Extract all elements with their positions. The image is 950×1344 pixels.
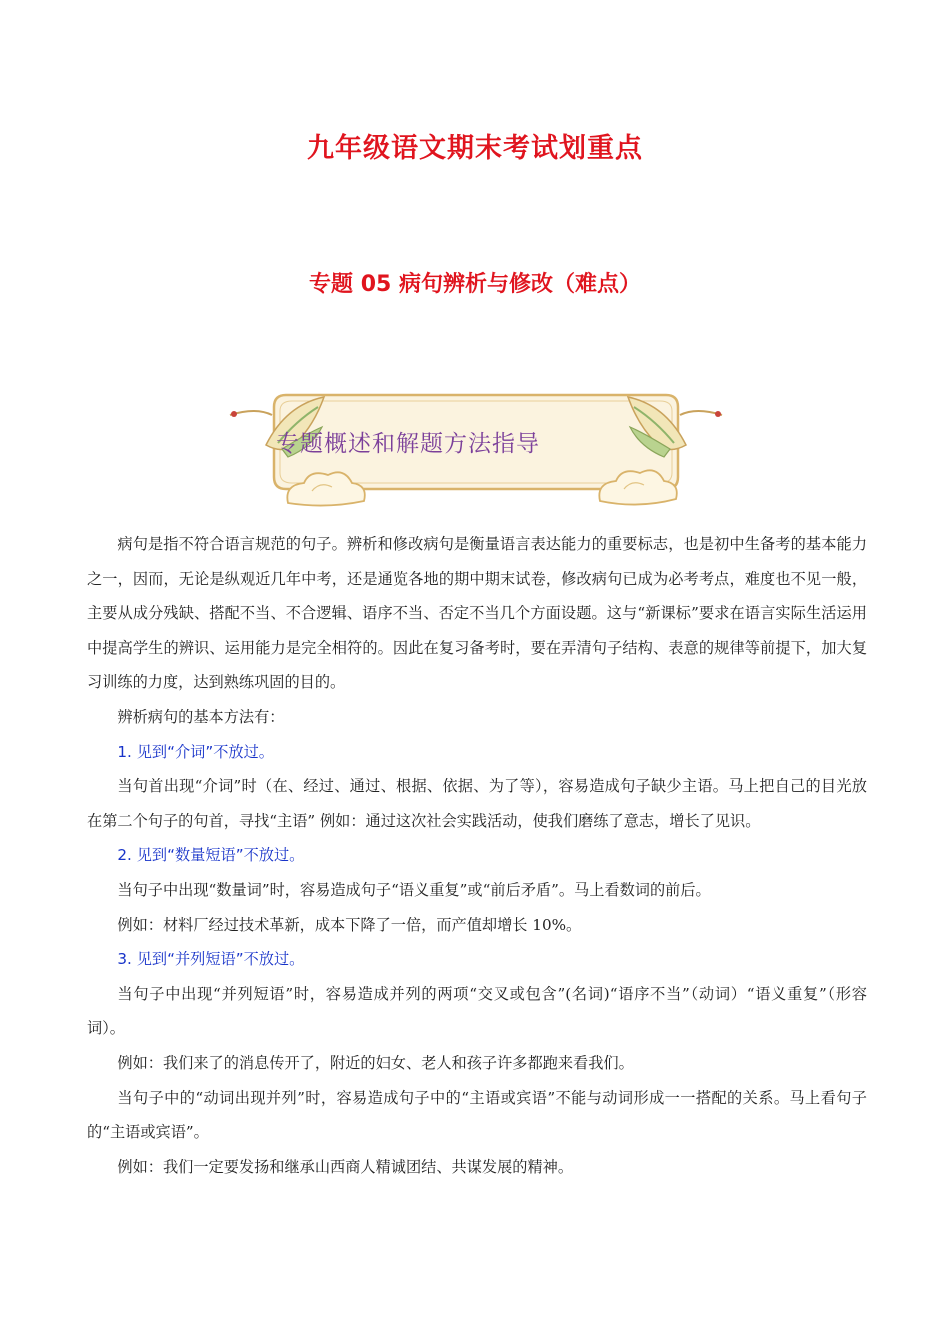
document-title: 九年级语文期末考试划重点 [307, 133, 643, 164]
method-example-2: 例如：材料厂经过技术革新，成本下降了一倍，而产值却增长 10%。 [117, 915, 582, 934]
intro-paragraph: 病句是指不符合语言规范的句子。辨析和修改病句是衡量语言表达能力的重要标志，也是初中生备考的基本能力之一，因而，无论是纵观近几年中考，还是通览各地的期中期末试卷，修改病句已成为必考考点，难度也不见一般，主要从成分残缺、搭配不当、不合逻辑、语序不当、否定不当几个方面设题。这与“新课标”要求在语言实际生活运用中提高学生的辨识、运用能力是完全相符的。因此在复习备考时，要在弄清句子结构、表意的规律等前提下，加大复习训练的力度，达到熟练巩固的目的。 [87, 535, 867, 692]
method-heading-2: 2. 见到“数量短语”不放过。 [117, 846, 305, 865]
method-heading-1: 1. 见到“介词”不放过。 [117, 742, 274, 761]
method-example-3: 例如：我们来了的消息传开了，附近的妇女、老人和孩子许多都跑来看我们。 [117, 1053, 634, 1072]
methods-intro: 辨析病句的基本方法有： [117, 707, 285, 726]
main-content [87, 527, 867, 1184]
method-example-4: 例如：我们一定要发扬和继承山西商人精诚团结、共谋发展的精神。 [117, 1157, 574, 1176]
method-paragraph-3: 当句子中出现“并列短语”时，容易造成并列的两项“交叉或包含”(名词)“语序不当”（动词）“语义重复”（形容词）。 [87, 984, 867, 1038]
method-paragraph-2: 当句子中出现“数量词”时，容易造成句子“语义重复”或“前后矛盾”。马上看数词的前后。 [117, 880, 711, 899]
banner-title: 专题概述和解题方法指导 [276, 431, 540, 457]
method-paragraph-1: 当句首出现“介词”时（在、经过、通过、根据、依据、为了等），容易造成句子缺少主语。马上把自己的目光放在第二个句子的句首，寻找“主语” 例如：通过这次社会实践活动，使我们磨练了意志，增长了见识。 [87, 777, 867, 830]
section-banner [226, 385, 726, 517]
method-heading-3: 3. 见到“并列短语”不放过。 [117, 950, 305, 969]
topic-title: 专题 05 病句辨析与修改（难点） [309, 272, 641, 297]
method-paragraph-4: 当句子中的“动词出现并列”时，容易造成句子中的“主语或宾语”不能与动词形成一一搭配的关系。马上看句子的“主语或宾语”。 [87, 1088, 867, 1142]
